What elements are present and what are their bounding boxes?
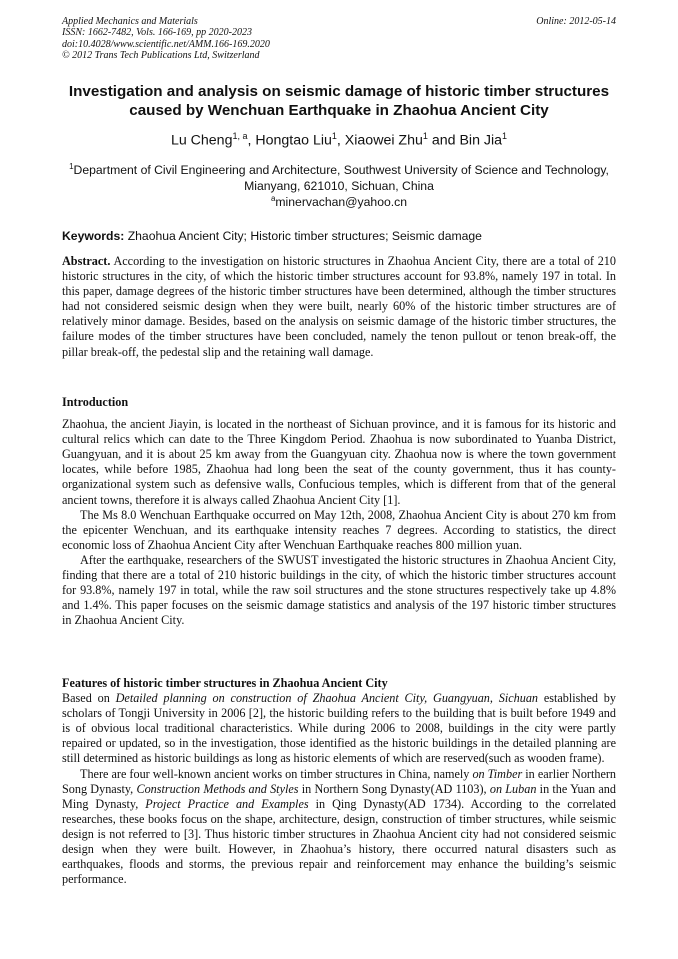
paper-title: Investigation and analysis on seismic damage of historic timber structures caused by Wenchuan Earthquake in Zhaohua Ancient City	[68, 83, 610, 119]
italic-text-run: Detailed planning on construction of Zhaohua Ancient City, Guangyuan, Sichuan	[115, 691, 539, 706]
author-name: Bin Jia	[459, 132, 503, 149]
intro-paragraph-3: After the earthquake, researchers of the SWUST investigated the historic structures in Zhaohua Ancient City, finding that there are a total of 210 historic buildings in the city, of which the historic timber structures account for 93.8%, namely 197 in total, while the raw soil structures and the stone structures respectively take up 4.8% and 1.4%. This paper focuses on the seismic damage statistics and analysis of the 197 historic timber structures in Zhaohua Ancient City.	[62, 552, 616, 628]
italic-text-run: on Luban	[489, 781, 537, 796]
author-sup: 1	[331, 131, 337, 141]
online-date: Online: 2012-05-14	[536, 16, 616, 27]
italic-text-run: Project Practice and Examples	[145, 796, 309, 811]
intro-paragraph-1: Zhaohua, the ancient Jiayin, is located in the northeast of Sichuan province, and it is famous for its historic and cultural relics which can date to the Three Kingdom Period. Zhaohua is now subordinated to Yuanba District, Guangyuan, and it is about 25 km away from the Guangyuan city. Zhaohua now is where the town government locates, while before 1985, Zhaohua had long been the seat of the county government, thus it has county-organizational system such as defensive walls, Confucious temples, which is different from that of the general ancient towns, therefore it is always called Zhaohua Ancient City [1].	[62, 417, 616, 507]
keywords-text: Zhaohua Ancient City; Historic timber structures; Seismic damage	[127, 229, 482, 243]
issn-line: ISSN: 1662-7482, Vols. 166-169, pp 2020-2023	[62, 27, 252, 39]
author-name: Xiaowei Zhu	[344, 132, 423, 149]
author-sup: 1	[422, 131, 428, 141]
page-header	[62, 16, 616, 61]
journal-name: Applied Mechanics and Materials	[62, 16, 198, 27]
features-paragraph-1	[62, 691, 616, 766]
affiliation-sup: 1	[69, 162, 74, 171]
features-heading: Features of historic timber structures in Zhaohua Ancient City	[62, 676, 388, 690]
italic-text-run: Construction Methods and Styles	[136, 781, 299, 796]
author-sup: 1, a	[232, 131, 248, 141]
keywords	[62, 229, 616, 243]
author-sup: 1	[502, 131, 508, 141]
features-section	[62, 676, 616, 887]
text-run: Based on	[62, 691, 116, 706]
author-list: Lu Cheng$^{1, a}$, Hongtao Liu$^1$, Xiaowei Zhu$^1$ and Bin Jia$^1$	[170, 131, 508, 149]
email-sup: a	[270, 194, 276, 203]
affiliation	[62, 159, 616, 194]
doi-line: doi:10.4028/www.scientific.net/AMM.166-169.2020	[62, 38, 270, 50]
text-run: in earlier Northern Song Dynasty,	[62, 766, 617, 796]
intro-paragraph-2: The Ms 8.0 Wenchuan Earthquake occurred on May 12th, 2008, Zhaohua Ancient City is about 270 km from the epicenter Wenchuan, and its earthquake intensity reaches 7 degrees. According to statistics, the direct economic loss of Zhaohua Ancient City after Wenchuan Earthquake reaches 800 million yuan.	[62, 507, 616, 552]
text-run: in Qing Dynasty(AD 1734). According to the correlated researches, these books focus on the shape, architecture, design, construction of timber structures, while seismic design is not referred to [3]. Thus historic timber structures in Zhaohua Ancient city had not considered seismic design when they were built. However, in Zhaohua’s history, there occurred natural disasters such as earthquakes, floods and storms, the previous repair and reinforcement may enhance the building’s seismic performance.	[62, 796, 616, 887]
email-text: minervachan@yahoo.cn	[275, 195, 408, 210]
abstract-label: Abstract.	[62, 254, 111, 268]
copyright-line: © 2012 Trans Tech Publications Ltd, Switzerland	[62, 49, 260, 61]
affiliation-text: Department of Civil Engineering and Architecture, Southwest University of Science and Technology, Mianyang, 621010, Sichuan, China	[73, 163, 609, 194]
intro-heading: Introduction	[62, 395, 129, 409]
text-run: established by scholars of Tongji University in 2006 [2], the historic building refers to the building that is built before 1949 and is of obvious local traditional characteristics. While during 2006 to 2008, buildings in the city were partly repaired or updated, so in the investigation, those identified as the historic buildings in the detailed planning are still determined as historic buildings as long as historic elements of which are reserved(such as wooden frame).	[62, 691, 616, 766]
author-name: Lu Cheng	[170, 132, 233, 149]
text-run: in Northern Song Dynasty(AD 1103),	[298, 781, 490, 796]
italic-text-run: on Timber	[472, 766, 523, 781]
keywords-label: Keywords:	[62, 229, 125, 243]
author-name: Hongtao Liu	[255, 132, 332, 149]
text-run: in the Yuan and Ming Dynasty,	[62, 781, 616, 811]
abstract	[62, 254, 616, 360]
features-paragraph-2	[62, 767, 616, 888]
author-email	[62, 194, 616, 209]
abstract-text: According to the investigation on historic structures in Zhaohua Ancient City, there are a total of 210 historic structures in the city, of which the historic timber structures account for 93.8%, namely 197 in total. In this paper, damage degrees of the historic timber structures have been determined, although the timber structures had not considered seismic design when they were built, nearly 60% of the historic timber structures are of relatively minor damage. Besides, based on the analysis on seismic damage of the historic timber structures, the failure modes of the timber structures have been concluded, namely the tenon pullout or tenon break-off, the pillar break-off, the pedestal slip and the retaining wall damage.	[62, 254, 616, 359]
text-run: There are four well-known ancient works on timber structures in China, namely	[80, 766, 473, 781]
introduction-section	[62, 395, 616, 628]
